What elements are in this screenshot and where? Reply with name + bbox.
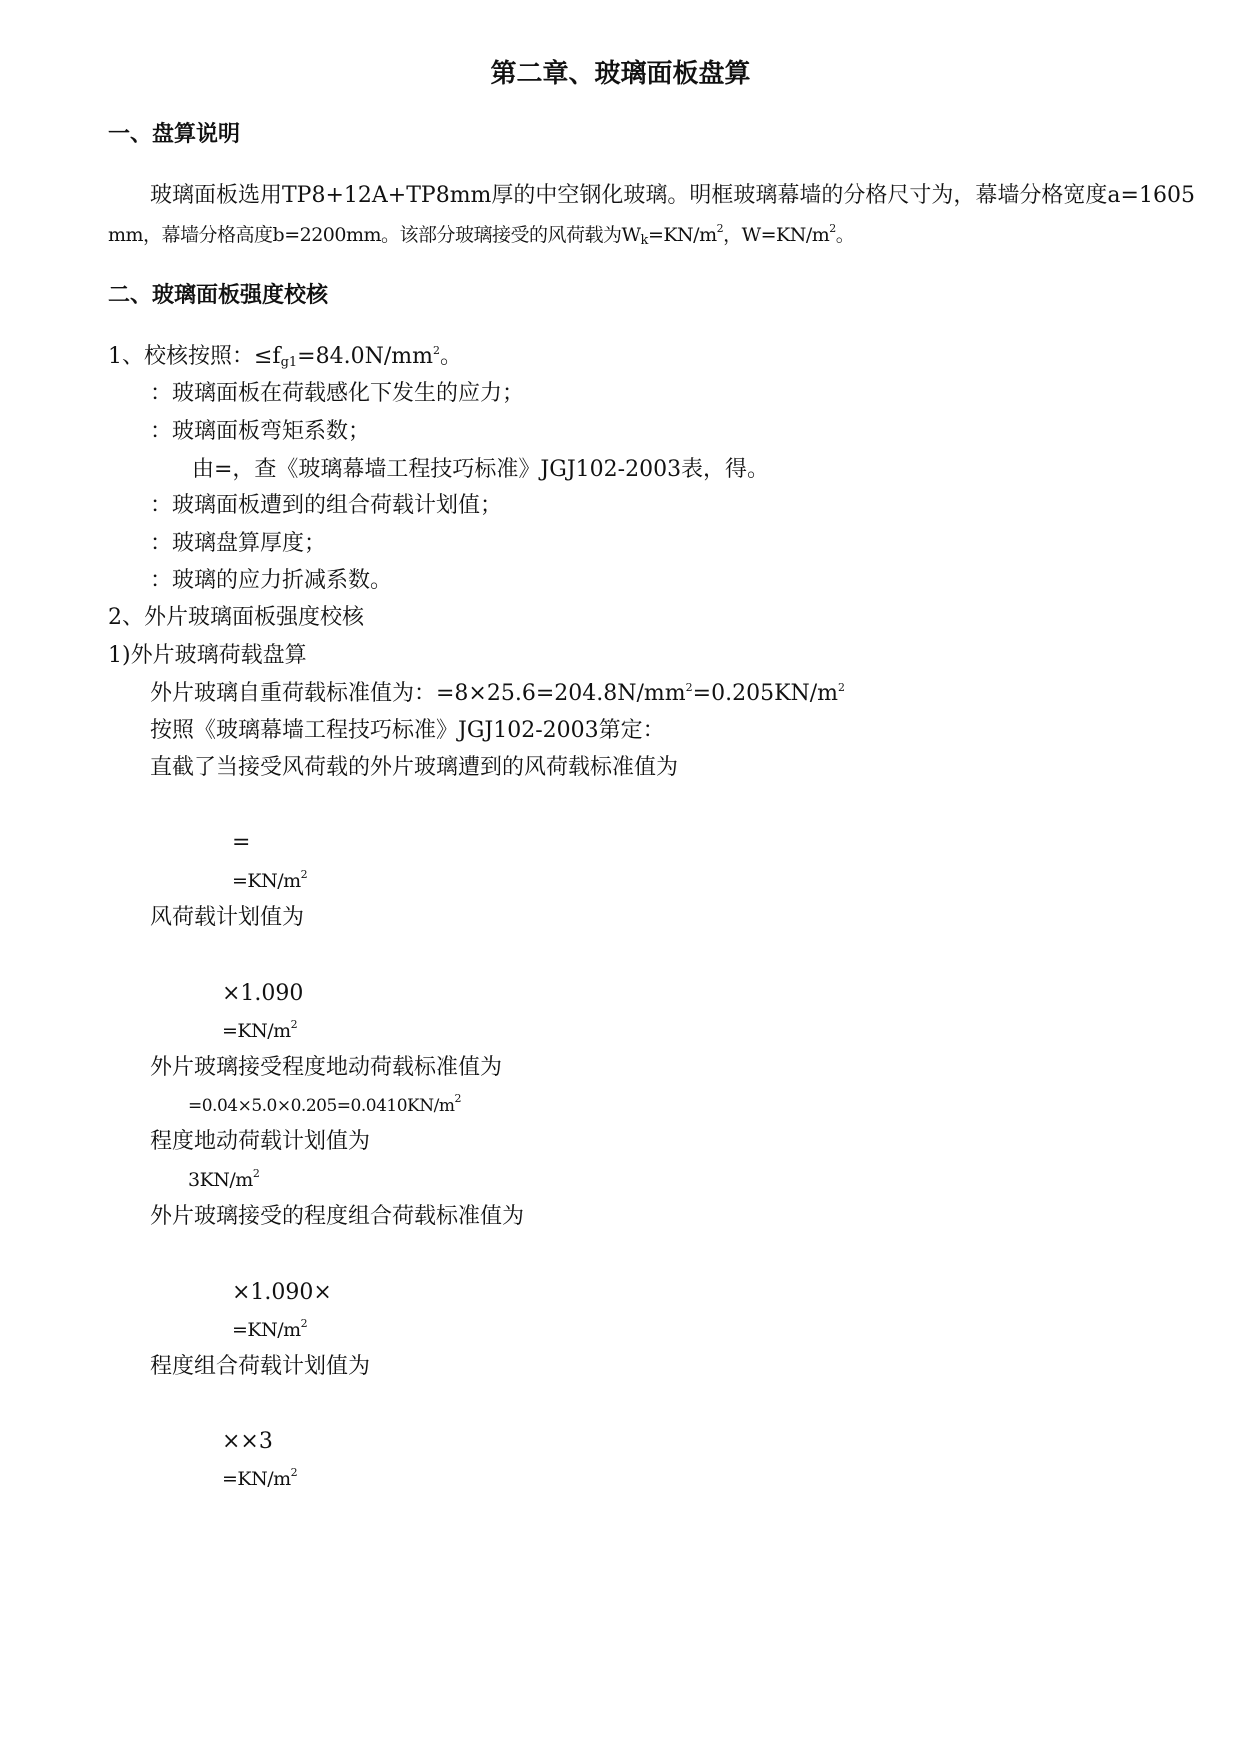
section-heading-strength-check: 二、玻璃面板强度校核 [108,282,329,308]
formula-line: $=KN/m^2$ [222,1018,298,1042]
seismic-design-description: 程度地动荷载计划值为 [150,1129,371,1154]
formula-line: ×1.090 [222,981,304,1006]
paragraph-line: 玻璃面板选用TP8+12A+TP8mm厚的中空钢化玻璃。明框玻璃幕墙的分格尺寸为，幕墙分格宽度a=1605 [150,183,1195,208]
page-title: 第二章、玻璃面板盘算 [490,59,751,89]
item-heading: 1)外片玻璃荷载盘算 [108,643,307,668]
formula-line: $=KN/m^2$ [232,1317,308,1341]
combined-standard-description: 外片玻璃接受的程度组合荷载标准值为 [150,1204,525,1229]
paragraph-line: mm，幕墙分格高度b=2200mm。该部分玻璃接受的风荷载为$W_k=KN/m^2$，$W=KN/m^2$。 [108,222,855,248]
formula-line: ××3 [222,1429,273,1454]
combined-design-description: 程度组合荷载计划值为 [150,1354,371,1379]
formula-line: $3KN/m^2$ [188,1167,260,1191]
self-weight-line: 外片玻璃自重荷载标准值为：$=8\times 25.6=204.8N/mm^2=0.205KN/m^2$ [150,681,846,706]
definition-item: ：玻璃面板弯矩系数； [150,419,371,444]
wind-design-description: 风荷载计划值为 [150,905,305,930]
wind-standard-description: 直截了当接受风荷载的外片玻璃遭到的风荷载标准值为 [150,755,679,780]
definition-item: ：玻璃面板在荷载感化下发生的应力； [150,381,525,406]
definition-item: ：玻璃的应力折减系数。 [150,568,393,593]
formula-line: $=KN/m^2$ [232,868,308,892]
standard-reference: 按照《玻璃幕墙工程技巧标准》JGJ102-2003第定： [150,718,665,743]
definition-note: 由=，查《玻璃幕墙工程技巧标准》JGJ102-2003表，得。 [192,457,770,482]
formula-line: ×1.090× [232,1280,332,1305]
seismic-standard-description: 外片玻璃接受程度地动荷载标准值为 [150,1055,503,1080]
check-basis: 1、校核按照：$\le f_{g1}=84.0N/mm^2$。 [108,344,462,370]
subsection-heading: 2、外片玻璃面板强度校核 [108,605,364,630]
formula-line: $=KN/m^2$ [222,1466,298,1490]
formula-line: = [232,830,251,855]
section-heading-explanation: 一、盘算说明 [108,121,241,147]
formula-line: $=0.04\times 5.0\times 0.205=0.0410KN/m^2$ [188,1092,461,1116]
definition-item: ：玻璃盘算厚度； [150,531,327,556]
definition-item: ：玻璃面板遭到的组合荷载计划值； [150,493,503,518]
